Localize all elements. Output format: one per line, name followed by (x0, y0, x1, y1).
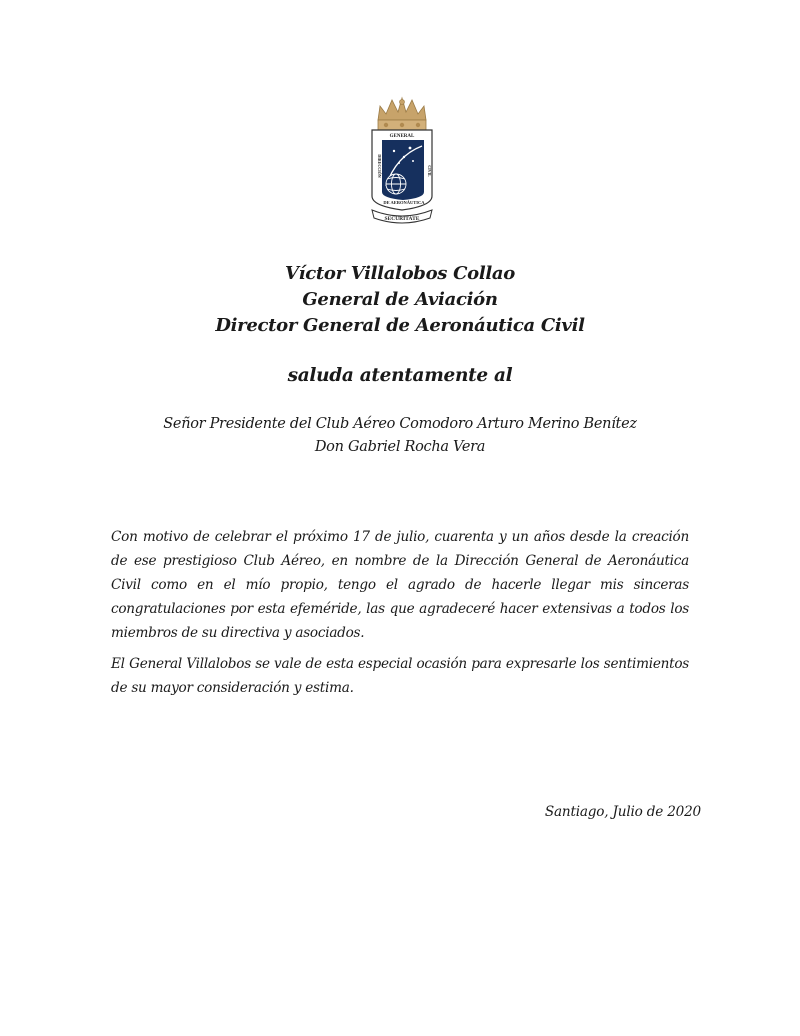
recipient-name: Don Gabriel Rocha Vera (314, 439, 486, 455)
recipient-title: Señor Presidente del Club Aéreo Comodoro Arturo Merino Benítez (163, 416, 637, 432)
greeting-line: saluda atentamente al (287, 365, 513, 386)
crest-top-label: GENERAL (389, 134, 415, 139)
dgac-crest-logo (366, 96, 438, 228)
crown-icon (378, 98, 426, 130)
sender-rank: General de Aviación (302, 289, 498, 310)
body-paragraph-2: El General Villalobos se vale de esta especial ocasión para expresarle los sentimientos de su mayor consideración y estima. (111, 656, 689, 696)
body-paragraph-1: Con motivo de celebrar el próximo 17 de julio, cuarenta y un años desde la creación de ese prestigioso Club Aéreo, en nombre de la Dirección General de Aeronáutica Civil como en el mío propio, tengo el agrado de hacerle llegar mis sinceras congratulaciones por esta efeméride, las que agradeceré hacer extensivas a todos los miembros de su directiva y asociados. (111, 529, 689, 641)
place-date: Santiago, Julio de 2020 (544, 804, 701, 820)
sender-position: Director General de Aeronáutica Civil (215, 315, 585, 336)
crest-motto: SECURITATE (384, 216, 420, 222)
crest-left-label: DIRECCIÓN (377, 154, 382, 178)
sender-name: Víctor Villalobos Collao (285, 263, 515, 284)
globe-icon (386, 174, 406, 194)
crest-bottom-label: DE AERONÁUTICA (383, 200, 425, 205)
crest-right-label: CIVIL (427, 165, 432, 177)
